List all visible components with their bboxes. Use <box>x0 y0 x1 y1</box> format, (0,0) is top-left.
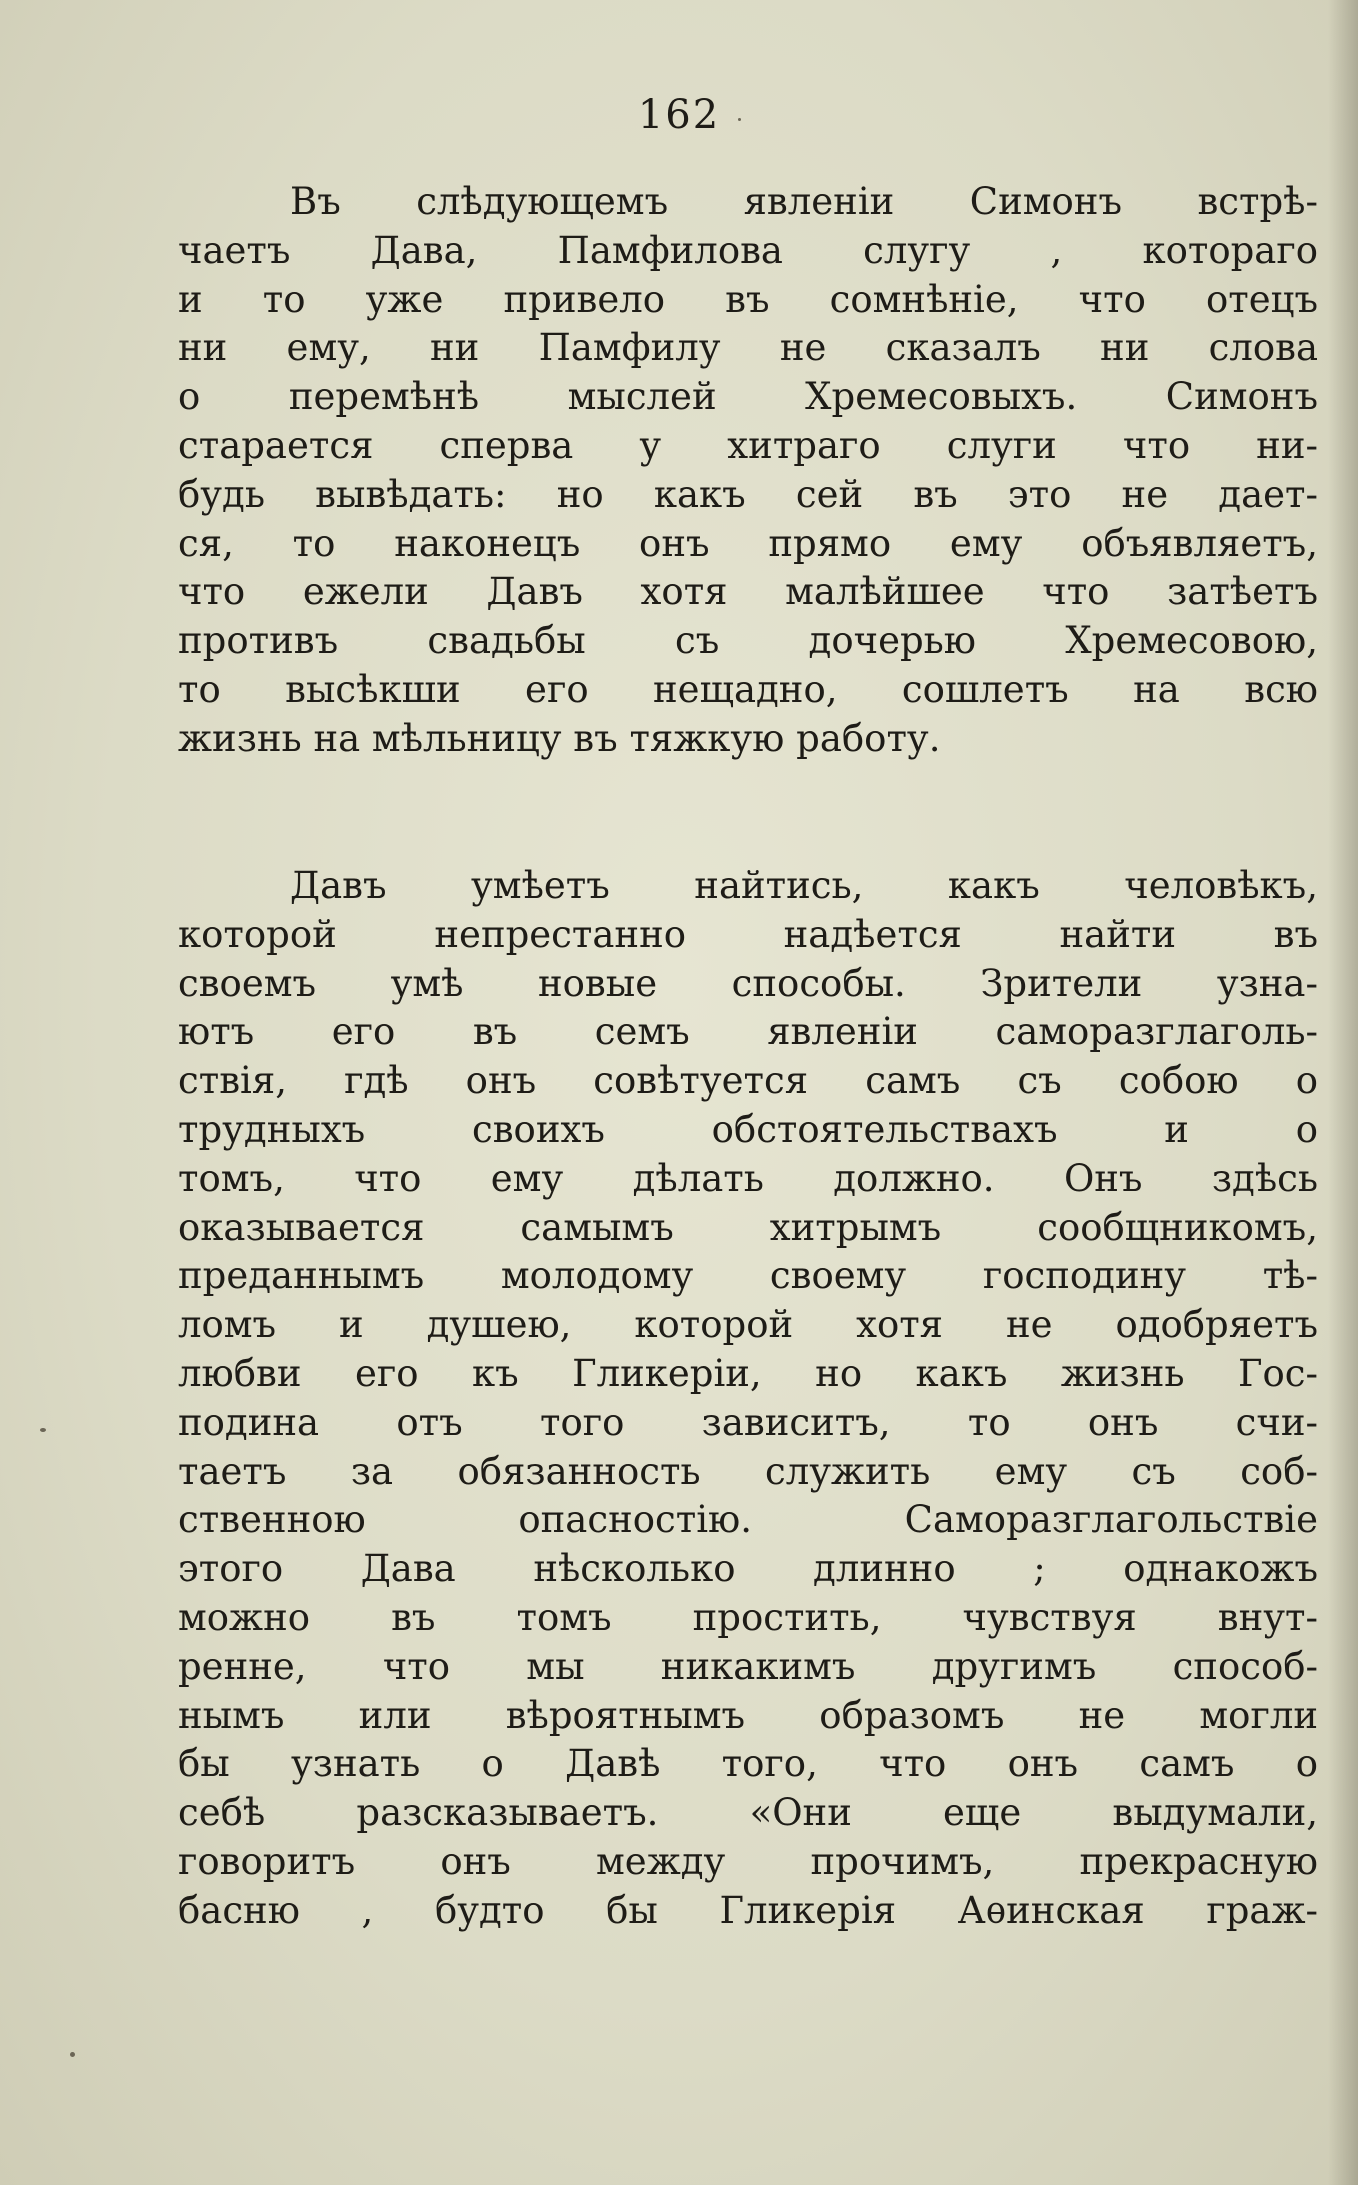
text-line: старается сперва у хитраго слуги что ни- <box>178 423 1318 467</box>
text-line: преданнымъ молодому своему господину тѣ- <box>178 1254 1318 1298</box>
text-line: ственною опасностію. Саморазглагольствіе <box>178 1498 1318 1542</box>
text-line: томъ, что ему дѣлать должно. Онъ здѣсь <box>178 1156 1318 1200</box>
text-line: то высѣкши его нещадно, сошлетъ на всю <box>178 667 1318 711</box>
text-line: этого Дава нѣсколько длинно ; однакожъ <box>178 1547 1318 1591</box>
page-number: 162 <box>637 92 721 138</box>
text-line: оказывается самымъ хитрымъ сообщникомъ, <box>178 1205 1318 1249</box>
paragraph-2 <box>178 862 1318 1936</box>
text-line: трудныхъ своихъ обстоятельствахъ и о <box>178 1107 1318 1151</box>
text-line: говоритъ онъ между прочимъ, прекрасную <box>178 1839 1318 1883</box>
text-line: и то уже привело въ сомнѣніе, что отецъ <box>178 277 1318 321</box>
text-line: противъ свадьбы съ дочерью Хремесовою, <box>178 619 1318 663</box>
text-line: ломъ и душею, которой хотя не одобряетъ <box>178 1303 1318 1347</box>
text-line: ренне, что мы никакимъ другимъ способ- <box>178 1644 1318 1688</box>
text-line: которой непрестанно надѣется найти въ <box>178 912 1318 956</box>
text-line: басню , будто бы Гликерія Аѳинская граж- <box>178 1888 1318 1932</box>
text-line: ютъ его въ семъ явленіи саморазглаголь- <box>178 1010 1318 1054</box>
text-line: себѣ разсказываетъ. «Они еще выдумали, <box>178 1791 1318 1835</box>
paper-speck <box>70 2052 75 2057</box>
text-line: нымъ или вѣроятнымъ образомъ не могли <box>178 1693 1318 1737</box>
text-line: ствія, гдѣ онъ совѣтуется самъ съ собою о <box>178 1059 1318 1103</box>
text-line: своемъ умѣ новые способы. Зрители узна- <box>178 961 1318 1005</box>
text-line: можно въ томъ простить, чувствуя внут- <box>178 1595 1318 1639</box>
paper-speck <box>40 1428 46 1432</box>
text-line: бы узнать о Давѣ того, что онъ самъ о <box>178 1742 1318 1786</box>
text-line: ни ему, ни Памфилу не сказалъ ни слова <box>178 326 1318 370</box>
text-line: Давъ умѣетъ найтись, какъ человѣкъ, <box>290 864 1318 907</box>
text-line: чаетъ Дава, Памфилова слугу , котораго <box>178 228 1318 272</box>
text-line: будь вывѣдать: но какъ сей въ это не дает- <box>178 472 1318 516</box>
text-line: любви его къ Гликеріи, но какъ жизнь Гос- <box>178 1351 1318 1395</box>
text-line: подина отъ того зависитъ, то онъ счи- <box>178 1400 1318 1444</box>
text-line: таетъ за обязанность служить ему съ соб- <box>178 1449 1318 1493</box>
paragraph-1 <box>178 178 1318 764</box>
text-line: ся, то наконецъ онъ прямо ему объявляетъ, <box>178 521 1318 565</box>
text-line: Въ слѣдующемъ явленіи Симонъ встрѣ- <box>290 180 1318 223</box>
text-line: о перемѣнѣ мыслей Хремесовыхъ. Симонъ <box>178 375 1318 419</box>
text-line: что ежели Давъ хотя малѣйшее что затѣетъ <box>178 570 1318 614</box>
page-edge-shadow <box>1328 0 1358 2185</box>
text-line: жизнь на мѣльницу въ тяжкую работу. <box>178 716 941 760</box>
